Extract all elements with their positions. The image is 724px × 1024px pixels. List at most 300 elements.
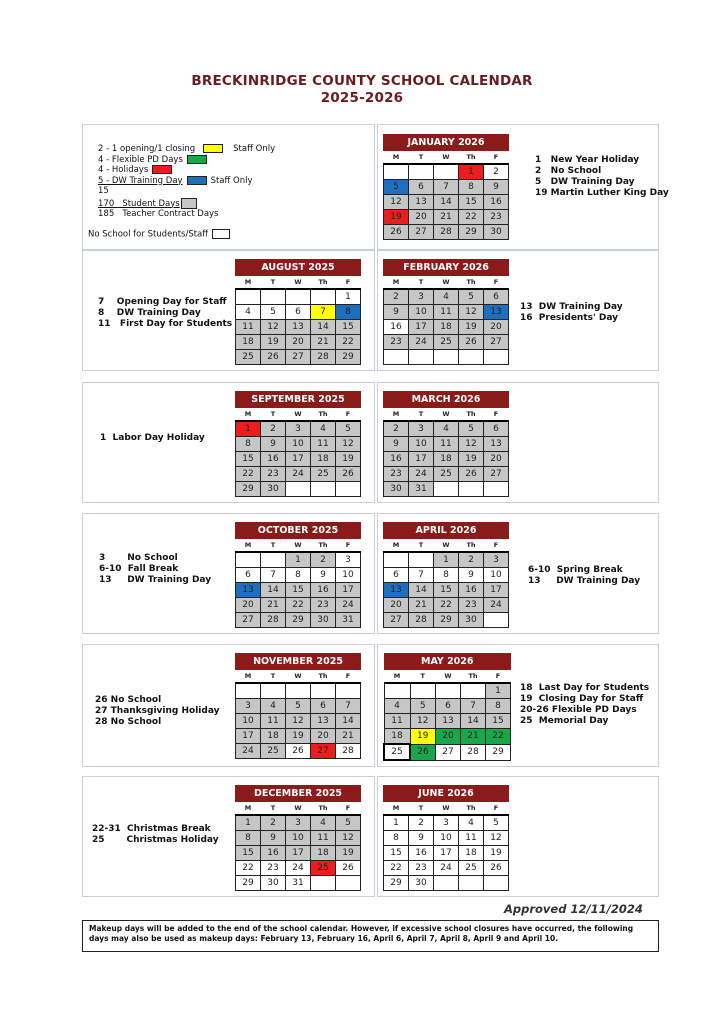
- calendar-day: [311, 289, 336, 305]
- calendar-day: 18: [434, 320, 459, 335]
- note-line: 13 DW Training Day: [99, 575, 212, 585]
- calendar-day: 12: [459, 305, 484, 320]
- note-line: 7 Opening Day for Staff: [98, 297, 227, 307]
- notes-february: [520, 302, 623, 324]
- calendar-day: 7: [461, 699, 486, 714]
- weekday-header: M: [236, 670, 261, 684]
- calendar-day: 9: [409, 831, 434, 846]
- calendar-day: 31: [336, 613, 361, 628]
- calendar-day: 5: [410, 699, 436, 714]
- notes-january: [535, 155, 669, 199]
- calendar-day: 24: [236, 744, 261, 759]
- calendar-day: 27: [436, 744, 461, 760]
- calendar-day: 13: [436, 714, 461, 729]
- calendar-day: 26: [286, 744, 311, 759]
- weekday-header: M: [236, 539, 261, 553]
- calendar-day: 2: [384, 289, 409, 305]
- calendar-day: 20: [384, 598, 409, 613]
- weekday-header: Th: [311, 802, 336, 816]
- calendar-day: [236, 683, 261, 699]
- no-school-swatch: [212, 229, 230, 239]
- calendar-day: 16: [311, 583, 336, 598]
- calendar-day: 25: [311, 861, 336, 876]
- calendar-day: 3: [409, 289, 434, 305]
- weekday-header: F: [336, 276, 361, 290]
- calendar-day: 31: [409, 482, 434, 497]
- weekday-header: W: [434, 408, 459, 422]
- calendar-day: [484, 613, 509, 628]
- holiday-swatch: [152, 165, 172, 174]
- calendar-day: [311, 876, 336, 891]
- calendar-day: 27: [409, 225, 434, 240]
- calendar-day: 1: [286, 552, 311, 568]
- calendar-day: 13: [286, 320, 311, 335]
- calendar-day: 15: [236, 846, 261, 861]
- calendar-day: 24: [409, 335, 434, 350]
- calendar-day: 10: [336, 568, 361, 583]
- calendar-day: 19: [261, 335, 286, 350]
- calendar-day: 18: [434, 452, 459, 467]
- weekday-header: T: [409, 539, 434, 553]
- calendar-day: 3: [409, 421, 434, 437]
- calendar-day: [236, 289, 261, 305]
- note-line: 22-31 Christmas Break: [92, 824, 211, 834]
- calendar-day: 15: [286, 583, 311, 598]
- calendar-day: 27: [311, 744, 336, 759]
- calendar-day: [484, 482, 509, 497]
- calendar-day: 26: [261, 350, 286, 365]
- calendar-day: 27: [286, 350, 311, 365]
- note-line: 19 Closing Day for Staff: [520, 694, 644, 704]
- note-line: 25 Christmas Holiday: [92, 835, 219, 845]
- calendar-day: 11: [384, 714, 410, 729]
- calendar-day: 11: [261, 714, 286, 729]
- month-title: FEBRUARY 2026: [384, 260, 509, 276]
- calendar-day: 5: [459, 421, 484, 437]
- note-line: 16 Presidents' Day: [520, 313, 619, 323]
- calendar-day: 4: [384, 699, 410, 714]
- calendar-day: 12: [384, 195, 409, 210]
- weekday-header: M: [384, 276, 409, 290]
- calendar-day: 22: [236, 861, 261, 876]
- calendar-day: 11: [236, 320, 261, 335]
- calendar-day: 6: [286, 305, 311, 320]
- weekday-header: M: [384, 802, 409, 816]
- calendar-august: [235, 259, 361, 365]
- staff-only-swatch: [203, 144, 223, 153]
- calendar-day: 9: [384, 437, 409, 452]
- calendar-day: 3: [484, 552, 509, 568]
- calendar-day: 24: [286, 861, 311, 876]
- weekday-header: W: [286, 276, 311, 290]
- calendar-day: 12: [410, 714, 436, 729]
- calendar-day: 27: [484, 335, 509, 350]
- calendar-march: [383, 391, 509, 497]
- calendar-day: 23: [261, 861, 286, 876]
- calendar-day: [336, 482, 361, 497]
- calendar-day: [384, 552, 409, 568]
- calendar-day: 18: [236, 335, 261, 350]
- weekday-header: M: [236, 408, 261, 422]
- calendar-day: 24: [336, 598, 361, 613]
- calendar-day: [311, 482, 336, 497]
- month-title: JANUARY 2026: [384, 135, 509, 151]
- weekday-header: W: [434, 276, 459, 290]
- calendar-day: 26: [484, 861, 509, 876]
- calendar-day: 8: [336, 305, 361, 320]
- calendar-day: 27: [384, 613, 409, 628]
- month-title: JUNE 2026: [384, 786, 509, 802]
- weekday-header: M: [384, 539, 409, 553]
- calendar-day: 10: [434, 831, 459, 846]
- calendar-day: 1: [486, 683, 511, 699]
- calendar-day: 16: [384, 452, 409, 467]
- notes-august: [98, 297, 232, 330]
- weekday-header: Th: [461, 670, 486, 684]
- calendar-day: 7: [409, 568, 434, 583]
- calendar-day: 23: [484, 210, 509, 225]
- weekday-header: F: [336, 670, 361, 684]
- approved-date: Approved 12/11/2024: [504, 902, 643, 916]
- calendar-day: [384, 683, 410, 699]
- calendar-day: 28: [434, 225, 459, 240]
- page-subtitle: 2025-2026: [320, 90, 404, 106]
- calendar-day: 14: [311, 320, 336, 335]
- calendar-day: 16: [261, 452, 286, 467]
- weekday-header: T: [261, 408, 286, 422]
- calendar-day: 1: [459, 164, 484, 180]
- calendar-day: 20: [311, 729, 336, 744]
- calendar-day: 11: [311, 437, 336, 452]
- calendar-day: 16: [261, 846, 286, 861]
- notes-april: [528, 565, 640, 587]
- calendar-day: 9: [311, 568, 336, 583]
- calendar-day: 22: [434, 598, 459, 613]
- calendar-day: 12: [336, 831, 361, 846]
- calendar-day: 24: [484, 598, 509, 613]
- calendar-day: 4: [434, 421, 459, 437]
- calendar-day: [286, 289, 311, 305]
- calendar-day: 30: [261, 876, 286, 891]
- calendar-day: 5: [484, 815, 509, 831]
- calendar-day: 19: [484, 846, 509, 861]
- calendar-day: 21: [461, 729, 486, 745]
- note-line: 19 Martin Luther King Day: [535, 188, 669, 198]
- calendar-day: 4: [311, 421, 336, 437]
- calendar-day: [336, 683, 361, 699]
- notes-december: [92, 824, 219, 846]
- note-line: 3 No School: [99, 553, 178, 563]
- weekday-header: Th: [311, 276, 336, 290]
- weekday-header: Th: [459, 408, 484, 422]
- calendar-day: [409, 350, 434, 365]
- calendar-day: 17: [286, 846, 311, 861]
- calendar-day: 10: [409, 437, 434, 452]
- calendar-day: 3: [286, 815, 311, 831]
- calendar-day: 28: [261, 613, 286, 628]
- note-line: 6-10 Fall Break: [99, 564, 179, 574]
- calendar-day: 17: [484, 583, 509, 598]
- weekday-header: F: [486, 670, 511, 684]
- calendar-day: 23: [384, 467, 409, 482]
- page-title: BRECKINRIDGE COUNTY SCHOOL CALENDAR: [191, 73, 533, 89]
- calendar-day: 15: [486, 714, 511, 729]
- calendar-day: 22: [486, 729, 511, 745]
- calendar-day: 10: [236, 714, 261, 729]
- note-line: 20-26 Flexible PD Days: [520, 705, 637, 715]
- calendar-day: 24: [434, 861, 459, 876]
- calendar-day: 13: [409, 195, 434, 210]
- calendar-day: [384, 350, 409, 365]
- calendar-day: 13: [236, 583, 261, 598]
- calendar-day: 9: [261, 831, 286, 846]
- calendar-day: 26: [336, 861, 361, 876]
- calendar-day: [434, 350, 459, 365]
- weekday-header: M: [384, 151, 409, 165]
- calendar-day: 19: [286, 729, 311, 744]
- calendar-day: 10: [409, 305, 434, 320]
- weekday-header: F: [336, 802, 361, 816]
- flexible-pd-swatch: [187, 155, 207, 164]
- calendar-day: 5: [286, 699, 311, 714]
- note-line: 5 DW Training Day: [535, 177, 635, 187]
- calendar-november: [235, 653, 361, 759]
- calendar-day: 7: [261, 568, 286, 583]
- calendar-day: 7: [311, 305, 336, 320]
- calendar-day: 14: [434, 195, 459, 210]
- calendar-day: 27: [484, 467, 509, 482]
- calendar-day: 21: [261, 598, 286, 613]
- note-line: 28 No School: [95, 717, 162, 727]
- calendar-day: 6: [436, 699, 461, 714]
- calendar-october: [235, 522, 361, 628]
- weekday-header: F: [484, 408, 509, 422]
- calendar-day: 14: [461, 714, 486, 729]
- calendar-day: 25: [459, 861, 484, 876]
- notes-november: [95, 695, 219, 728]
- calendar-day: [286, 482, 311, 497]
- calendar-day: 26: [459, 467, 484, 482]
- calendar-day: 29: [336, 350, 361, 365]
- calendar-day: 16: [384, 320, 409, 335]
- weekday-header: W: [434, 151, 459, 165]
- calendar-day: 28: [336, 744, 361, 759]
- calendar-day: 23: [311, 598, 336, 613]
- calendar-day: [261, 683, 286, 699]
- weekday-header: W: [286, 408, 311, 422]
- calendar-day: 12: [286, 714, 311, 729]
- calendar-day: 30: [409, 876, 434, 891]
- calendar-april: [383, 522, 509, 628]
- calendar-day: 23: [384, 335, 409, 350]
- weekday-header: M: [236, 276, 261, 290]
- calendar-day: 3: [434, 815, 459, 831]
- weekday-header: W: [434, 802, 459, 816]
- calendar-day: 25: [434, 335, 459, 350]
- calendar-day: 28: [461, 744, 486, 760]
- note-line: 26 No School: [95, 695, 162, 705]
- calendar-day: 24: [409, 467, 434, 482]
- calendar-day: 9: [459, 568, 484, 583]
- calendar-day: 19: [459, 320, 484, 335]
- month-title: NOVEMBER 2025: [236, 654, 361, 670]
- calendar-day: [484, 876, 509, 891]
- weekday-header: F: [484, 802, 509, 816]
- weekday-header: Th: [459, 539, 484, 553]
- month-title: SEPTEMBER 2025: [236, 392, 361, 408]
- weekday-header: T: [410, 670, 436, 684]
- calendar-day: 4: [261, 699, 286, 714]
- dw-training-swatch: [187, 176, 207, 185]
- calendar-day: 30: [311, 613, 336, 628]
- calendar-day: 19: [384, 210, 409, 225]
- calendar-day: [459, 482, 484, 497]
- calendar-day: 4: [236, 305, 261, 320]
- calendar-december: [235, 785, 361, 891]
- calendar-day: [484, 350, 509, 365]
- calendar-day: 30: [484, 225, 509, 240]
- calendar-day: 17: [286, 452, 311, 467]
- calendar-day: 30: [459, 613, 484, 628]
- month-title: MARCH 2026: [384, 392, 509, 408]
- calendar-day: 28: [311, 350, 336, 365]
- calendar-day: 5: [336, 815, 361, 831]
- calendar-day: 16: [484, 195, 509, 210]
- notes-october: [99, 553, 211, 586]
- weekday-header: Th: [311, 670, 336, 684]
- note-line: 1 New Year Holiday: [535, 155, 640, 165]
- calendar-day: 2: [311, 552, 336, 568]
- calendar-day: [434, 482, 459, 497]
- calendar-day: [461, 683, 486, 699]
- calendar-day: 5: [336, 421, 361, 437]
- weekday-header: T: [261, 276, 286, 290]
- note-line: 13 DW Training Day: [528, 576, 641, 586]
- calendar-day: 21: [336, 729, 361, 744]
- calendar-day: 2: [484, 164, 509, 180]
- weekday-header: F: [484, 276, 509, 290]
- note-line: 13 DW Training Day: [520, 302, 623, 312]
- weekday-header: T: [409, 802, 434, 816]
- calendar-day: 7: [336, 699, 361, 714]
- calendar-day: 8: [236, 831, 261, 846]
- calendar-day: 26: [384, 225, 409, 240]
- weekday-header: T: [409, 151, 434, 165]
- calendar-day: 19: [336, 846, 361, 861]
- calendar-day: 15: [459, 195, 484, 210]
- calendar-day: 4: [459, 815, 484, 831]
- calendar-day: 6: [409, 180, 434, 195]
- weekday-header: F: [484, 539, 509, 553]
- calendar-day: 4: [311, 815, 336, 831]
- calendar-day: 4: [434, 289, 459, 305]
- calendar-day: 29: [286, 613, 311, 628]
- weekday-header: T: [409, 276, 434, 290]
- calendar-day: 22: [236, 467, 261, 482]
- calendar-day: 10: [484, 568, 509, 583]
- calendar-day: [261, 289, 286, 305]
- calendar-day: 29: [459, 225, 484, 240]
- calendar-day: 5: [459, 289, 484, 305]
- calendar-day: 21: [409, 598, 434, 613]
- calendar-day: [261, 552, 286, 568]
- calendar-day: 17: [409, 452, 434, 467]
- calendar-day: [410, 683, 436, 699]
- weekday-header: Th: [311, 539, 336, 553]
- calendar-day: 20: [484, 452, 509, 467]
- makeup-days-note: Makeup days will be added to the end of the school calendar. However, if excessive school closures have occurred, the following days may also be used as makeup days: February 13, February 16, April 6, April 7, April 8, April 9 and April 10.: [82, 920, 659, 952]
- calendar-day: 25: [311, 467, 336, 482]
- weekday-header: W: [436, 670, 461, 684]
- calendar-day: 26: [336, 467, 361, 482]
- note-line: 27 Thanksgiving Holiday: [95, 706, 220, 716]
- calendar-day: 6: [484, 289, 509, 305]
- calendar-day: 15: [384, 846, 409, 861]
- calendar-day: [459, 350, 484, 365]
- calendar-day: 20: [484, 320, 509, 335]
- calendar-day: 18: [459, 846, 484, 861]
- legend: 2 - 1 opening/1 closing Staff Only 4 - Flexible PD Days 4 - Holidays 5 - DW Training Day Staff Only 15 170 Student Days 185 Teacher Contract Days No School for Students/Staff: [88, 144, 276, 239]
- calendar-day: 13: [311, 714, 336, 729]
- weekday-header: Th: [459, 151, 484, 165]
- calendar-day: 20: [409, 210, 434, 225]
- calendar-day: 3: [286, 421, 311, 437]
- month-title: AUGUST 2025: [236, 260, 361, 276]
- calendar-day: 15: [236, 452, 261, 467]
- calendar-day: 15: [434, 583, 459, 598]
- weekday-header: F: [336, 539, 361, 553]
- calendar-day: 5: [261, 305, 286, 320]
- calendar-day: 12: [484, 831, 509, 846]
- weekday-header: F: [484, 151, 509, 165]
- calendar-day: 28: [409, 613, 434, 628]
- calendar-day: 26: [410, 744, 436, 760]
- calendar-day: [409, 164, 434, 180]
- calendar-day: [286, 683, 311, 699]
- calendar-day: 16: [409, 846, 434, 861]
- weekday-header: Th: [459, 276, 484, 290]
- calendar-day: [434, 164, 459, 180]
- weekday-header: M: [384, 670, 410, 684]
- note-line: 8 DW Training Day: [98, 308, 201, 318]
- calendar-day: 12: [459, 437, 484, 452]
- calendar-day: 24: [286, 467, 311, 482]
- calendar-day: 22: [336, 335, 361, 350]
- calendar-day: 22: [459, 210, 484, 225]
- calendar-september: [235, 391, 361, 497]
- calendar-day: 19: [459, 452, 484, 467]
- calendar-day: 17: [409, 320, 434, 335]
- calendar-day: [336, 876, 361, 891]
- calendar-day: 29: [384, 876, 409, 891]
- weekday-header: Th: [459, 802, 484, 816]
- student-days-swatch: [181, 198, 197, 209]
- calendar-day: 30: [384, 482, 409, 497]
- calendar-day: 17: [236, 729, 261, 744]
- calendar-day: [384, 164, 409, 180]
- month-title: APRIL 2026: [384, 523, 509, 539]
- calendar-day: 12: [261, 320, 286, 335]
- month-title: MAY 2026: [384, 654, 511, 670]
- weekday-header: W: [434, 539, 459, 553]
- calendar-day: [409, 552, 434, 568]
- calendar-day: 2: [261, 815, 286, 831]
- calendar-day: 29: [236, 876, 261, 891]
- notes-may: [520, 683, 649, 727]
- calendar-day: 18: [261, 729, 286, 744]
- calendar-day: 6: [484, 421, 509, 437]
- calendar-day: 1: [336, 289, 361, 305]
